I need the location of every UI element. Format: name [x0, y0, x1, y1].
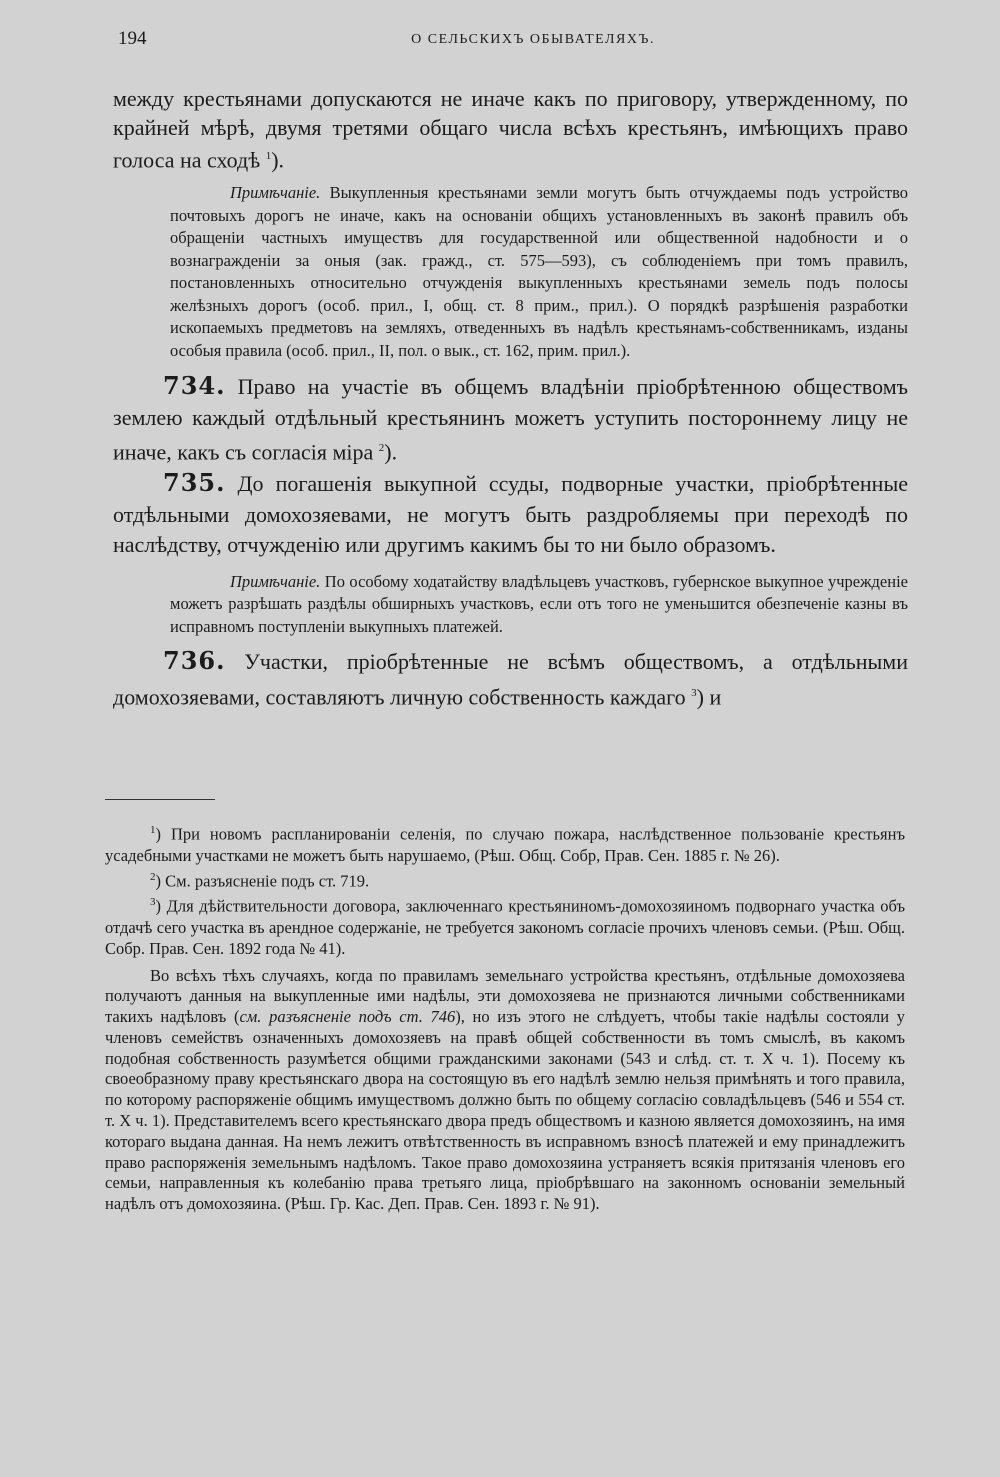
footnote-ref: 2	[378, 442, 385, 455]
commentary-paragraph: Во всѣхъ тѣхъ случаяхъ, когда по правиламъ земельнаго устройства крестьянъ, отдѣльные домохозяева получаютъ данныя на выкупленные ими надѣлы, эти домохозяева не признаются личными собственниками такихъ надѣловъ (см. разъясненiе подъ ст. 746), но изъ этого не слѣдуетъ, чтобы такiе надѣлы состояли у членовъ семействъ означенныхъ домохозяевъ на правѣ общей собственности въ томъ смыслѣ, въ какомъ подобная собственность разумѣется общими гражданскими законами (543 и слѣд. ст. т. X ч. 1). Посему къ своеобразному праву крестьянскаго двора на состоящую въ его надѣлѣ землю нельзя примѣнять и того правила, по которому распоряженiе общимъ имуществомъ должно быть по общему согласiю совладѣльцевъ (546 и 554 ст. т. X ч. 1). Представителемъ всего крестьянскаго двора предъ обществомъ и казною является домохозяинъ, на имя котораго выдана данная. На немъ лежитъ отвѣтственность въ исправномъ взносѣ платежей и ему принадлежитъ право распоряженiя земельнымъ надѣломъ. Такое право домохозяина устраняетъ всякiя притязанiя членовъ его семьи, направленныя къ колебанiю права третьяго лица, прiобрѣвшаго на законномъ основанiи земельный надѣлъ отъ домохозяина. (Рѣш. Гр. Кас. Деп. Прав. Сен. 1893 г. № 91).	[105, 965, 905, 1214]
page-header	[118, 28, 908, 54]
cross-reference: см. разъясненiе подъ ст. 746	[239, 1007, 456, 1027]
article-735: 735. До погашенiя выкупной ссуды, подворные участки, прiобрѣтенные отдѣльными домохозяевами, не могутъ быть раздробляемы при переходѣ по наслѣдству, отчужденiю или другимъ какимъ бы то ни было образомъ.	[113, 468, 909, 558]
footnote-ref: 3	[691, 686, 697, 699]
continued-paragraph: между крестьянами допускаются не иначе какъ по приговору, утвержденному, по крайней мѣрѣ, двумя третями общаго числа всѣхъ крестьянъ, имѣющихъ право голоса на сходѣ $^1$).	[113, 86, 908, 173]
note-label: Примѣчанiе.	[230, 571, 321, 591]
running-title: О СЕЛЬСКИХЪ ОБЫВАТЕЛЯХЪ.	[411, 32, 655, 47]
footnote-ref: 1	[265, 150, 272, 162]
footnote-divider	[105, 799, 215, 800]
footnote-1: $^1$) При новомъ распланированiи селенiя, по случаю пожара, наслѣдственное пользованiе крестьянъ усадебными участками не можетъ быть нарушаемо, (Рѣш. Общ. Собр, Прав. Сен. 1885 г. № 26).	[105, 824, 906, 865]
article-734: 734. Право на участiе въ общемъ владѣнiи прiобрѣтенною обществомъ землею каждый отдѣльный крестьянинъ можетъ уступить постороннему лицу не иначе, какъ съ согласiя мiра $^2$).	[113, 371, 909, 465]
article-736: 736. Участки, прiобрѣтенные не всѣмъ обществомъ, а отдѣльными домохозяевами, составляютъ личную собственность каждаго $^3$) и	[113, 646, 909, 709]
footnote-2: $^2$) См. разъясненiе подъ ст. 719.	[150, 870, 370, 890]
page-number: 194	[118, 28, 147, 49]
footnotes	[105, 820, 905, 1215]
article-number: 735.	[163, 468, 226, 498]
main-text	[113, 84, 908, 712]
note-paragraph: Примѣчанiе. Выкупленныя крестьянами земли могутъ быть отчуждаемы подъ устройство почтовыхъ дорогъ не иначе, какъ на основанiи общихъ установленныхъ въ законѣ правилъ объ обращенiи частныхъ имуществъ для государственной или общественной надобности и о вознагражденiи за оныя (зак. гражд., ст. 575—593), съ соблюденiемъ при томъ правилъ, постановленныхъ относительно отчужденiя выкупленныхъ крестьянами земель подъ полосы желѣзныхъ дорогъ (особ. прил., I, общ. ст. 8 прим., прил.). О порядкѣ разрѣшенiя разработки ископаемыхъ предметовъ на земляхъ, отведенныхъ въ надѣлъ крестьянамъ-собственникамъ, изданы особыя правила (особ. прил., II, пол. о вык., ст. 162, прим. прил.).	[170, 183, 909, 360]
article-number: 734.	[163, 371, 226, 401]
note-label: Примѣчанiе.	[230, 183, 321, 203]
article-number: 736.	[163, 646, 226, 676]
footnote-3: $^3$) Для дѣйствительности договора, заключеннаго крестьяниномъ-домохозяиномъ подворнаго участка объ отдачѣ сего участка въ арендное содержанiе, не требуется закономъ согласiе прочихъ членовъ семьи. (Рѣш. Общ. Собр. Прав. Сен. 1892 года № 41).	[105, 895, 905, 958]
note-paragraph: Примѣчанiе. По особому ходатайству владѣльцевъ участковъ, губернское выкупное учрежденiе можетъ разрѣшать раздѣлы обширныхъ участковъ, если отъ того не уменьшится обезпеченiе казны въ исправномъ поступленiи выкупныхъ платежей.	[170, 571, 908, 636]
